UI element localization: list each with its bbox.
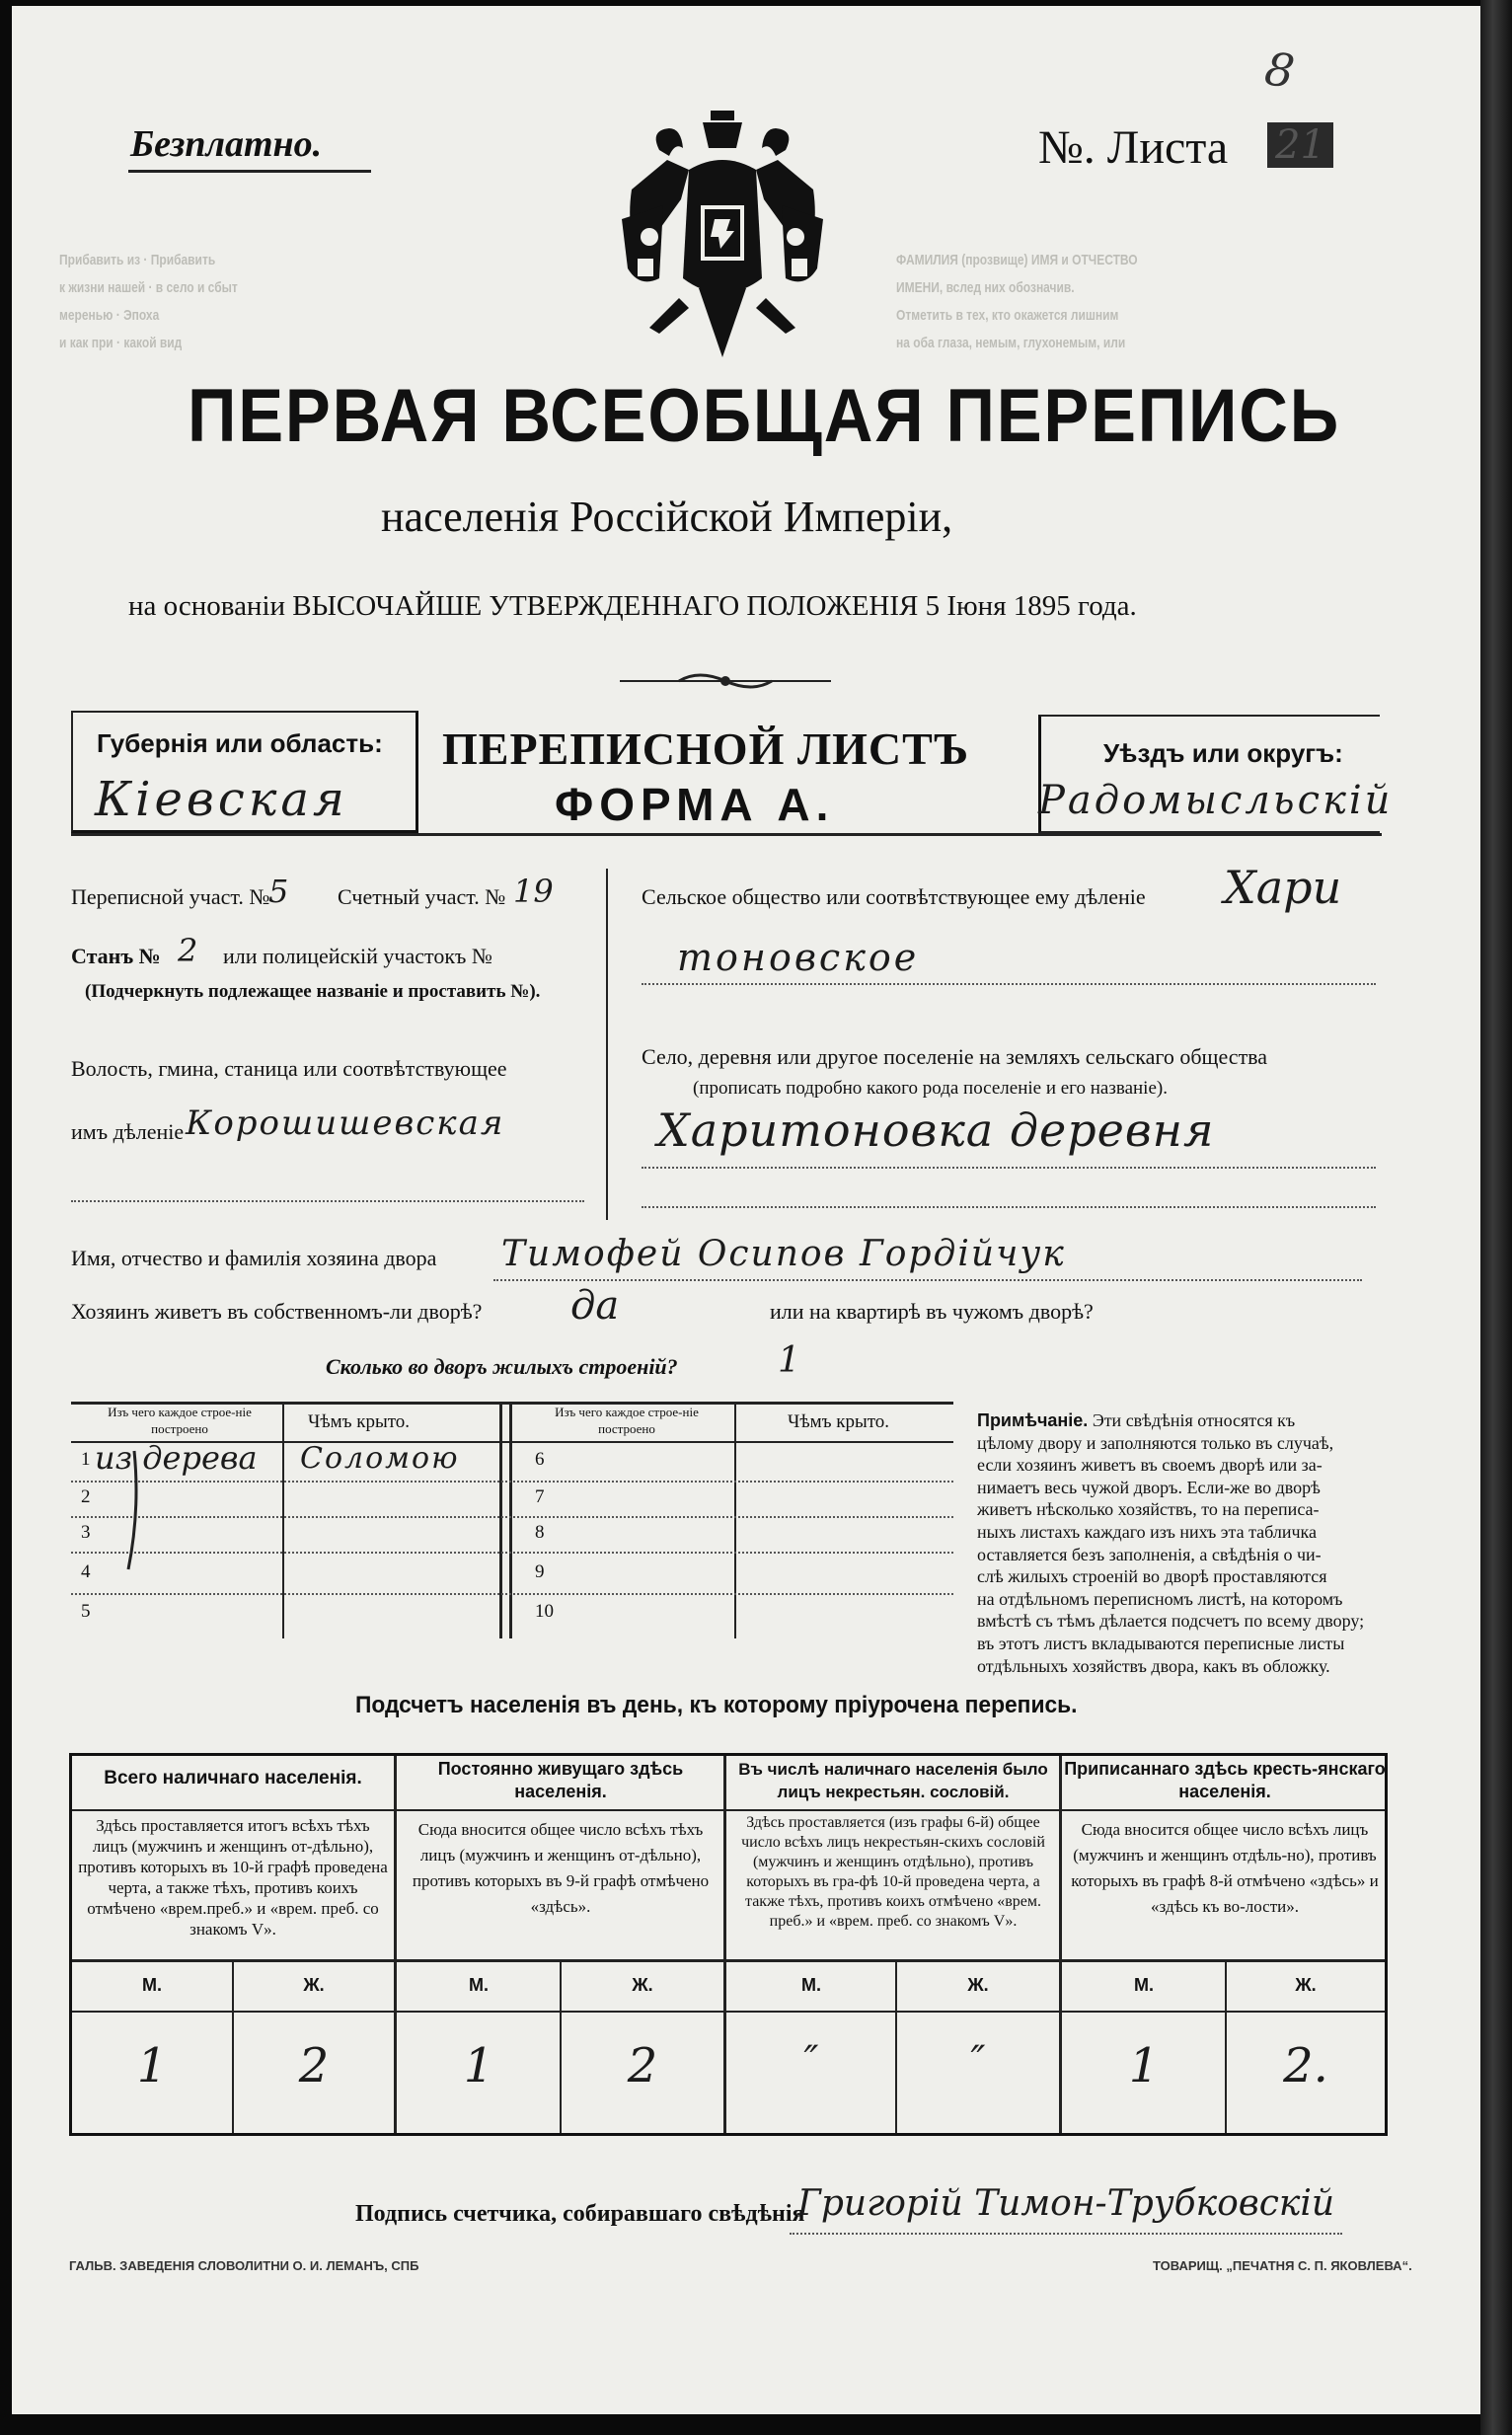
population-table bbox=[69, 1753, 1388, 2136]
police-label: или полицейскій участокъ № bbox=[223, 944, 492, 968]
ornament-divider bbox=[620, 669, 831, 693]
census-district-value[interactable]: 5 bbox=[268, 873, 289, 910]
header-rule bbox=[71, 833, 1382, 836]
society-value-2[interactable]: тоновское bbox=[677, 936, 920, 979]
population-col-desc: Здѣсь проставляется (изъ графы 6-й) общее число всѣхъ лицъ некрестьян-скихъ сословій (мужчинъ и женщинъ отдѣльно), противъ которыхъ въ гра-фѣ 10-й проведена черта, а также тѣхъ, противъ коихъ отмѣчено «врем. преб.» и «врем. преб. со знакомъ V». bbox=[741, 1814, 1045, 1930]
volost-label-2: имъ дѣленіе bbox=[71, 1119, 185, 1144]
row-roof[interactable]: Соломою bbox=[300, 1441, 460, 1476]
note-line: оставляется безъ заполненія, а свѣдѣнія о чи- bbox=[977, 1544, 1322, 1564]
row-number: 1 bbox=[81, 1449, 91, 1470]
corner-mark: 8 bbox=[1261, 41, 1298, 99]
rent-label: или на квартирѣ въ чужомъ дворѣ? bbox=[770, 1299, 1094, 1324]
note-line: вмѣстѣ съ тѣмъ дѣлается подсчетъ по всему двору; bbox=[977, 1611, 1365, 1632]
population-col-desc: Здѣсь проставляется итогъ всѣхъ тѣхъ лицъ (мужчинъ и женщинъ от-дѣльно), противъ которыхъ въ 10-й графѣ проведена черта, а также тѣхъ, противъ коихъ отмѣчено «врем.преб.» и «врем. преб. со знакомъ V». bbox=[78, 1816, 388, 1939]
row-number: 4 bbox=[81, 1561, 91, 1582]
society-value-1[interactable]: Хари bbox=[1224, 861, 1342, 914]
province-label: Губернія или область: bbox=[97, 728, 383, 758]
owner-name-value[interactable]: Тимофей Осипов Гордійчук bbox=[501, 1234, 1066, 1274]
province-value[interactable]: Кіевская bbox=[95, 772, 348, 827]
population-col-header: Постоянно живущаго здѣсь населенія. bbox=[437, 1759, 684, 1801]
population-col-header: Приписаннаго здѣсь кресть-янскаго населенія. bbox=[1064, 1759, 1386, 1801]
signature-label: Подпись счетчика, собиравшаго свѣдѣнія bbox=[355, 2201, 805, 2227]
col-roof-header-right: Чѣмъ крыто. bbox=[788, 1411, 890, 1432]
row-number: 10 bbox=[535, 1601, 554, 1622]
male-count[interactable]: ″ bbox=[803, 2038, 819, 2084]
sheet-number-value: 21 bbox=[1267, 122, 1333, 168]
village-line-2 bbox=[642, 1206, 1376, 1208]
buildings-value[interactable]: 1 bbox=[778, 1340, 800, 1381]
female-count[interactable]: ″ bbox=[970, 2038, 986, 2084]
free-label: Безплатно. bbox=[130, 123, 323, 165]
row-number: 5 bbox=[81, 1601, 91, 1622]
stan-value[interactable]: 2 bbox=[178, 932, 198, 969]
count-district-label: Счетный участ. № bbox=[338, 884, 506, 909]
population-col-header: Всего наличнаго населенія. bbox=[104, 1768, 362, 1788]
col-material-header-left: Изъ чего каждое строе-ніе построено bbox=[108, 1405, 252, 1436]
female-label: Ж. bbox=[632, 1975, 653, 1995]
count-district-value[interactable]: 19 bbox=[513, 873, 554, 910]
volost-label: Волость, гмина, станица или соотвѣтствующее bbox=[71, 1056, 507, 1081]
society-line bbox=[642, 983, 1376, 985]
village-value[interactable]: Харитоновка деревня bbox=[657, 1103, 1215, 1157]
note-line: слѣ жилыхъ строеній во дворѣ проставляются bbox=[977, 1566, 1327, 1587]
census-basis: на основаніи ВЫСОЧАЙШЕ УТВЕРЖДЕННАГО ПОЛОЖЕНІЯ 5 Іюня 1895 года. bbox=[128, 590, 1137, 622]
note-line: на отдѣльномъ переписномъ листѣ, на которомъ bbox=[977, 1588, 1343, 1609]
population-col-header: Въ числѣ наличнаго населенія было лицъ некрестьян. сословій. bbox=[738, 1760, 1048, 1801]
owner-name-label: Имя, отчество и фамилія хозяина двора bbox=[71, 1246, 437, 1270]
col-material-header-right: Изъ чего каждое строе-ніе построено bbox=[555, 1405, 699, 1436]
female-count[interactable]: 2 bbox=[627, 2038, 658, 2093]
census-district-label: Переписной участ. № bbox=[71, 884, 270, 909]
male-label: М. bbox=[142, 1975, 162, 1995]
stan-label: Станъ № bbox=[71, 944, 161, 968]
own-yard-label: Хозяинъ живетъ въ собственномъ-ли дворѣ? bbox=[71, 1299, 483, 1324]
row-number: 8 bbox=[535, 1522, 545, 1543]
note-line: если хозяинъ живетъ въ своемъ дворѣ или за- bbox=[977, 1455, 1323, 1476]
note-line: отдѣльныхъ хозяйствъ двора, какъ въ обложку. bbox=[977, 1655, 1330, 1676]
note-title: Примѣчаніе. bbox=[977, 1410, 1089, 1430]
sheet-number-label: №. Листа bbox=[1038, 121, 1229, 174]
population-title: Подсчетъ населенія въ день, къ которому пріурочена перепись. bbox=[355, 1692, 1078, 1718]
imperial-eagle-emblem bbox=[620, 111, 825, 361]
handwritten-ditto-stroke bbox=[95, 1441, 164, 1579]
printer-right: ТОВАРИЩ. „ПЕЧАТНЯ С. П. ЯКОВЛЕВА“. bbox=[1153, 2258, 1412, 2273]
signature-line bbox=[790, 2233, 1342, 2235]
village-label: Село, деревня или другое поселеніе на земляхъ сельскаго общества bbox=[642, 1044, 1268, 1069]
male-count[interactable]: 1 bbox=[1128, 2038, 1160, 2093]
society-label: Сельское общество или соотвѣтствующее ему дѣленіе bbox=[642, 884, 1146, 909]
male-label: М. bbox=[469, 1975, 489, 1995]
list-title: ПЕРЕПИСНОЙ ЛИСТЪ bbox=[442, 723, 970, 774]
village-line-1 bbox=[642, 1167, 1376, 1169]
own-yard-value[interactable]: да bbox=[570, 1283, 620, 1329]
row-number: 6 bbox=[535, 1449, 545, 1470]
signature-value[interactable]: Григорій Тимон-Трубковскій bbox=[797, 2183, 1335, 2224]
note-block bbox=[977, 1409, 1382, 1677]
male-label: М. bbox=[801, 1975, 821, 1995]
male-count[interactable]: 1 bbox=[463, 2038, 494, 2093]
buildings-table bbox=[71, 1402, 953, 1638]
row-number: 2 bbox=[81, 1486, 91, 1507]
form-title: ФОРМА А. bbox=[555, 779, 835, 830]
volost-value[interactable]: Корошишевская bbox=[186, 1103, 505, 1143]
female-label: Ж. bbox=[967, 1975, 989, 1995]
fields-divider bbox=[606, 869, 608, 1220]
row-material[interactable]: из дерева bbox=[95, 1439, 258, 1477]
note-line: нимаетъ весь чужой дворъ. Если-же во дворѣ bbox=[977, 1477, 1321, 1497]
note-line: живетъ нѣсколько хозяйствъ, то на переписа- bbox=[977, 1499, 1320, 1520]
volost-line-2 bbox=[71, 1200, 584, 1202]
male-count[interactable]: 1 bbox=[136, 2038, 168, 2093]
male-label: М. bbox=[1134, 1975, 1154, 1995]
village-note: (прописать подробно какого рода поселеніе и его названіе). bbox=[693, 1078, 1168, 1099]
population-col-desc: Сюда вносится общее число всѣхъ тѣхъ лицъ (мужчинъ и женщинъ от-дѣльно), противъ которыхъ въ 9-й графѣ отмѣчено «здѣсь». bbox=[412, 1820, 710, 1916]
note-line: ныхъ листахъ каждаго изъ нихъ эта табличка bbox=[977, 1521, 1317, 1542]
row-number: 9 bbox=[535, 1561, 545, 1582]
note-line: цѣлому двору и заполняются только въ случаѣ, bbox=[977, 1432, 1334, 1453]
female-count[interactable]: 2. bbox=[1283, 2038, 1328, 2093]
row-number: 3 bbox=[81, 1522, 91, 1543]
district-value[interactable]: Радомысльскій bbox=[1038, 778, 1394, 823]
free-label-underline bbox=[128, 170, 371, 173]
scan-right-edge bbox=[1480, 0, 1512, 2435]
female-label: Ж. bbox=[303, 1975, 325, 1995]
note-line: въ этотъ листъ вкладываются переписные листы bbox=[977, 1633, 1345, 1653]
underline-note: (Подчеркнуть подлежащее названіе и проставить №). bbox=[85, 981, 541, 1002]
col-roof-header-left: Чѣмъ крыто. bbox=[308, 1411, 411, 1432]
district-label: Уѣздъ или округъ: bbox=[1103, 738, 1343, 768]
row-number: 7 bbox=[535, 1486, 545, 1507]
owner-name-line bbox=[493, 1279, 1362, 1281]
female-label: Ж. bbox=[1295, 1975, 1317, 1995]
population-col-desc: Сюда вносится общее число всѣхъ лицъ (мужчинъ и женщинъ отдѣль-но), противъ которыхъ въ графѣ 8-й отмѣчено «здѣсь» и «здѣсь къ во-лости». bbox=[1071, 1820, 1379, 1916]
buildings-label: Сколько во дворъ жилыхъ строеній? bbox=[326, 1354, 678, 1379]
note-line: Эти свѣдѣнія относятся къ bbox=[1092, 1410, 1296, 1430]
census-subtitle: населенія Россійской Имперіи, bbox=[381, 493, 953, 541]
printer-left: ГАЛЬВ. ЗАВЕДЕНІЯ СЛОВОЛИТНИ О. И. ЛЕМАНЪ, СПБ bbox=[69, 2258, 419, 2273]
census-title: ПЕРВАЯ ВСЕОБЩАЯ ПЕРЕПИСЬ bbox=[188, 374, 1340, 458]
female-count[interactable]: 2 bbox=[298, 2038, 330, 2093]
